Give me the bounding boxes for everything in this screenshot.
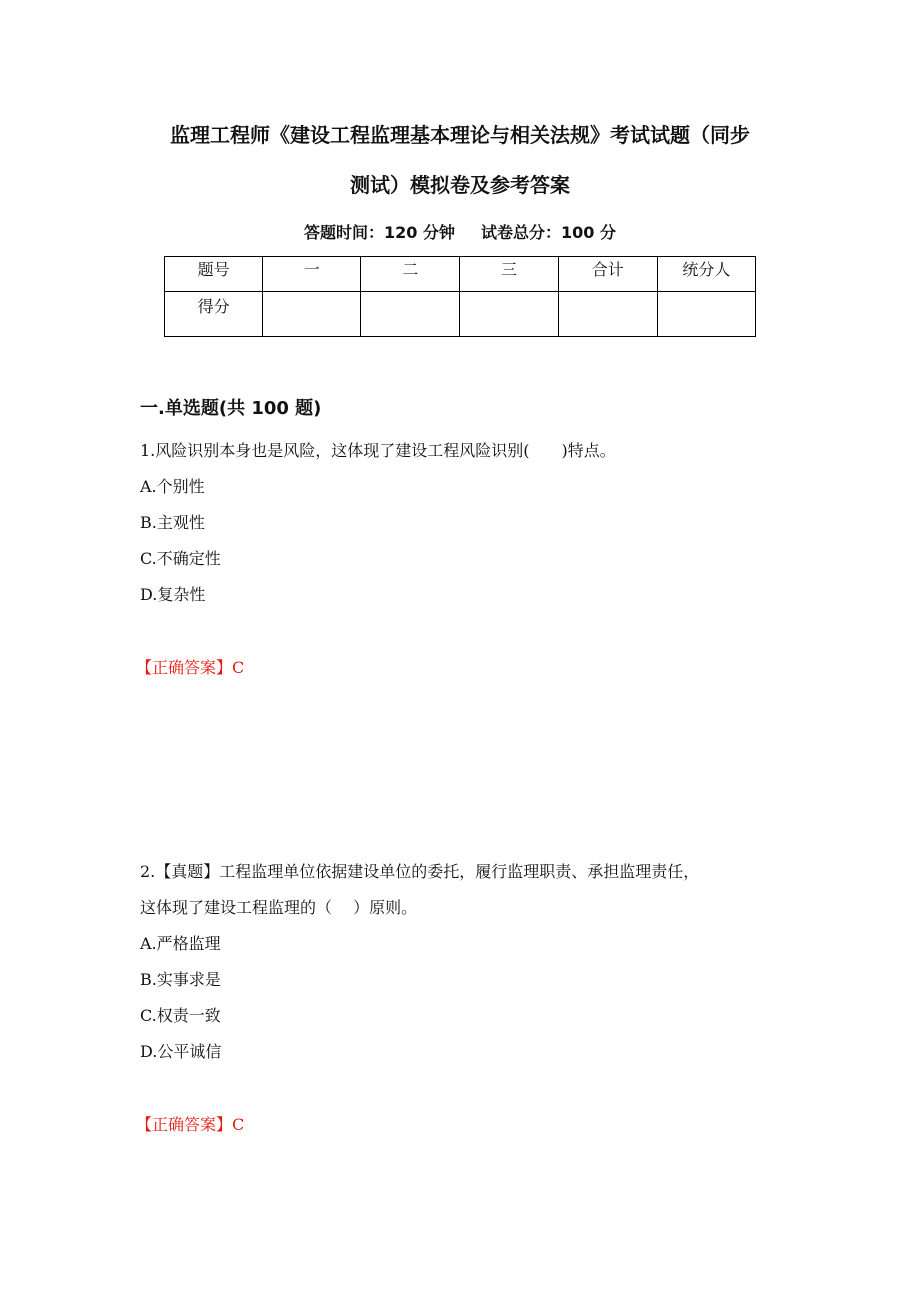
- score-cell-part3: [460, 292, 558, 337]
- header-cell-number: 题号: [165, 257, 263, 292]
- question-2-stem-line2: 这体现了建设工程监理的（ ）原则。: [140, 898, 418, 917]
- exam-meta: [100, 222, 820, 244]
- score-cell-scorer: [657, 292, 755, 337]
- exam-title-line1: 监理工程师《建设工程监理基本理论与相关法规》考试试题（同步: [170, 123, 750, 147]
- header-cell-part3: 三: [460, 257, 558, 292]
- score-row-label: 得分: [165, 292, 263, 337]
- question-2-stem-line1: 2.【真题】工程监理单位依据建设单位的委托，履行监理职责、承担监理责任，: [140, 862, 700, 881]
- section-heading: 一.单选题(共 100 题): [140, 398, 322, 419]
- header-cell-part1: 一: [263, 257, 361, 292]
- question-2-option-a: A.严格监理: [140, 934, 221, 953]
- question-1-stem: 1.风险识别本身也是风险，这体现了建设工程风险识别( )特点。: [140, 441, 616, 460]
- question-2-answer: 【正确答案】C: [136, 1115, 245, 1134]
- question-2-option-b: B.实事求是: [140, 970, 221, 989]
- question-1-option-a: A.个别性: [140, 477, 205, 496]
- header-cell-part2: 二: [361, 257, 460, 292]
- score-table-score-row: [165, 292, 756, 337]
- score-cell-part1: [263, 292, 361, 337]
- score-table-header-row: [165, 257, 756, 292]
- question-1-option-d: D.复杂性: [140, 585, 206, 604]
- total-score-label: 试卷总分：100 分: [481, 223, 616, 242]
- score-cell-total: [558, 292, 657, 337]
- question-2-option-c: C.权责一致: [140, 1006, 221, 1025]
- header-cell-total: 合计: [558, 257, 657, 292]
- header-cell-scorer: 统分人: [657, 257, 755, 292]
- question-1-option-c: C.不确定性: [140, 549, 221, 568]
- answer-time-label: 答题时间：120 分钟: [304, 223, 455, 242]
- question-1-answer: 【正确答案】C: [136, 658, 245, 677]
- question-1-option-b: B.主观性: [140, 513, 205, 532]
- score-table: [164, 256, 756, 337]
- exam-title-line2: 测试）模拟卷及参考答案: [350, 173, 570, 197]
- question-2-option-d: D.公平诚信: [140, 1042, 222, 1061]
- score-cell-part2: [361, 292, 460, 337]
